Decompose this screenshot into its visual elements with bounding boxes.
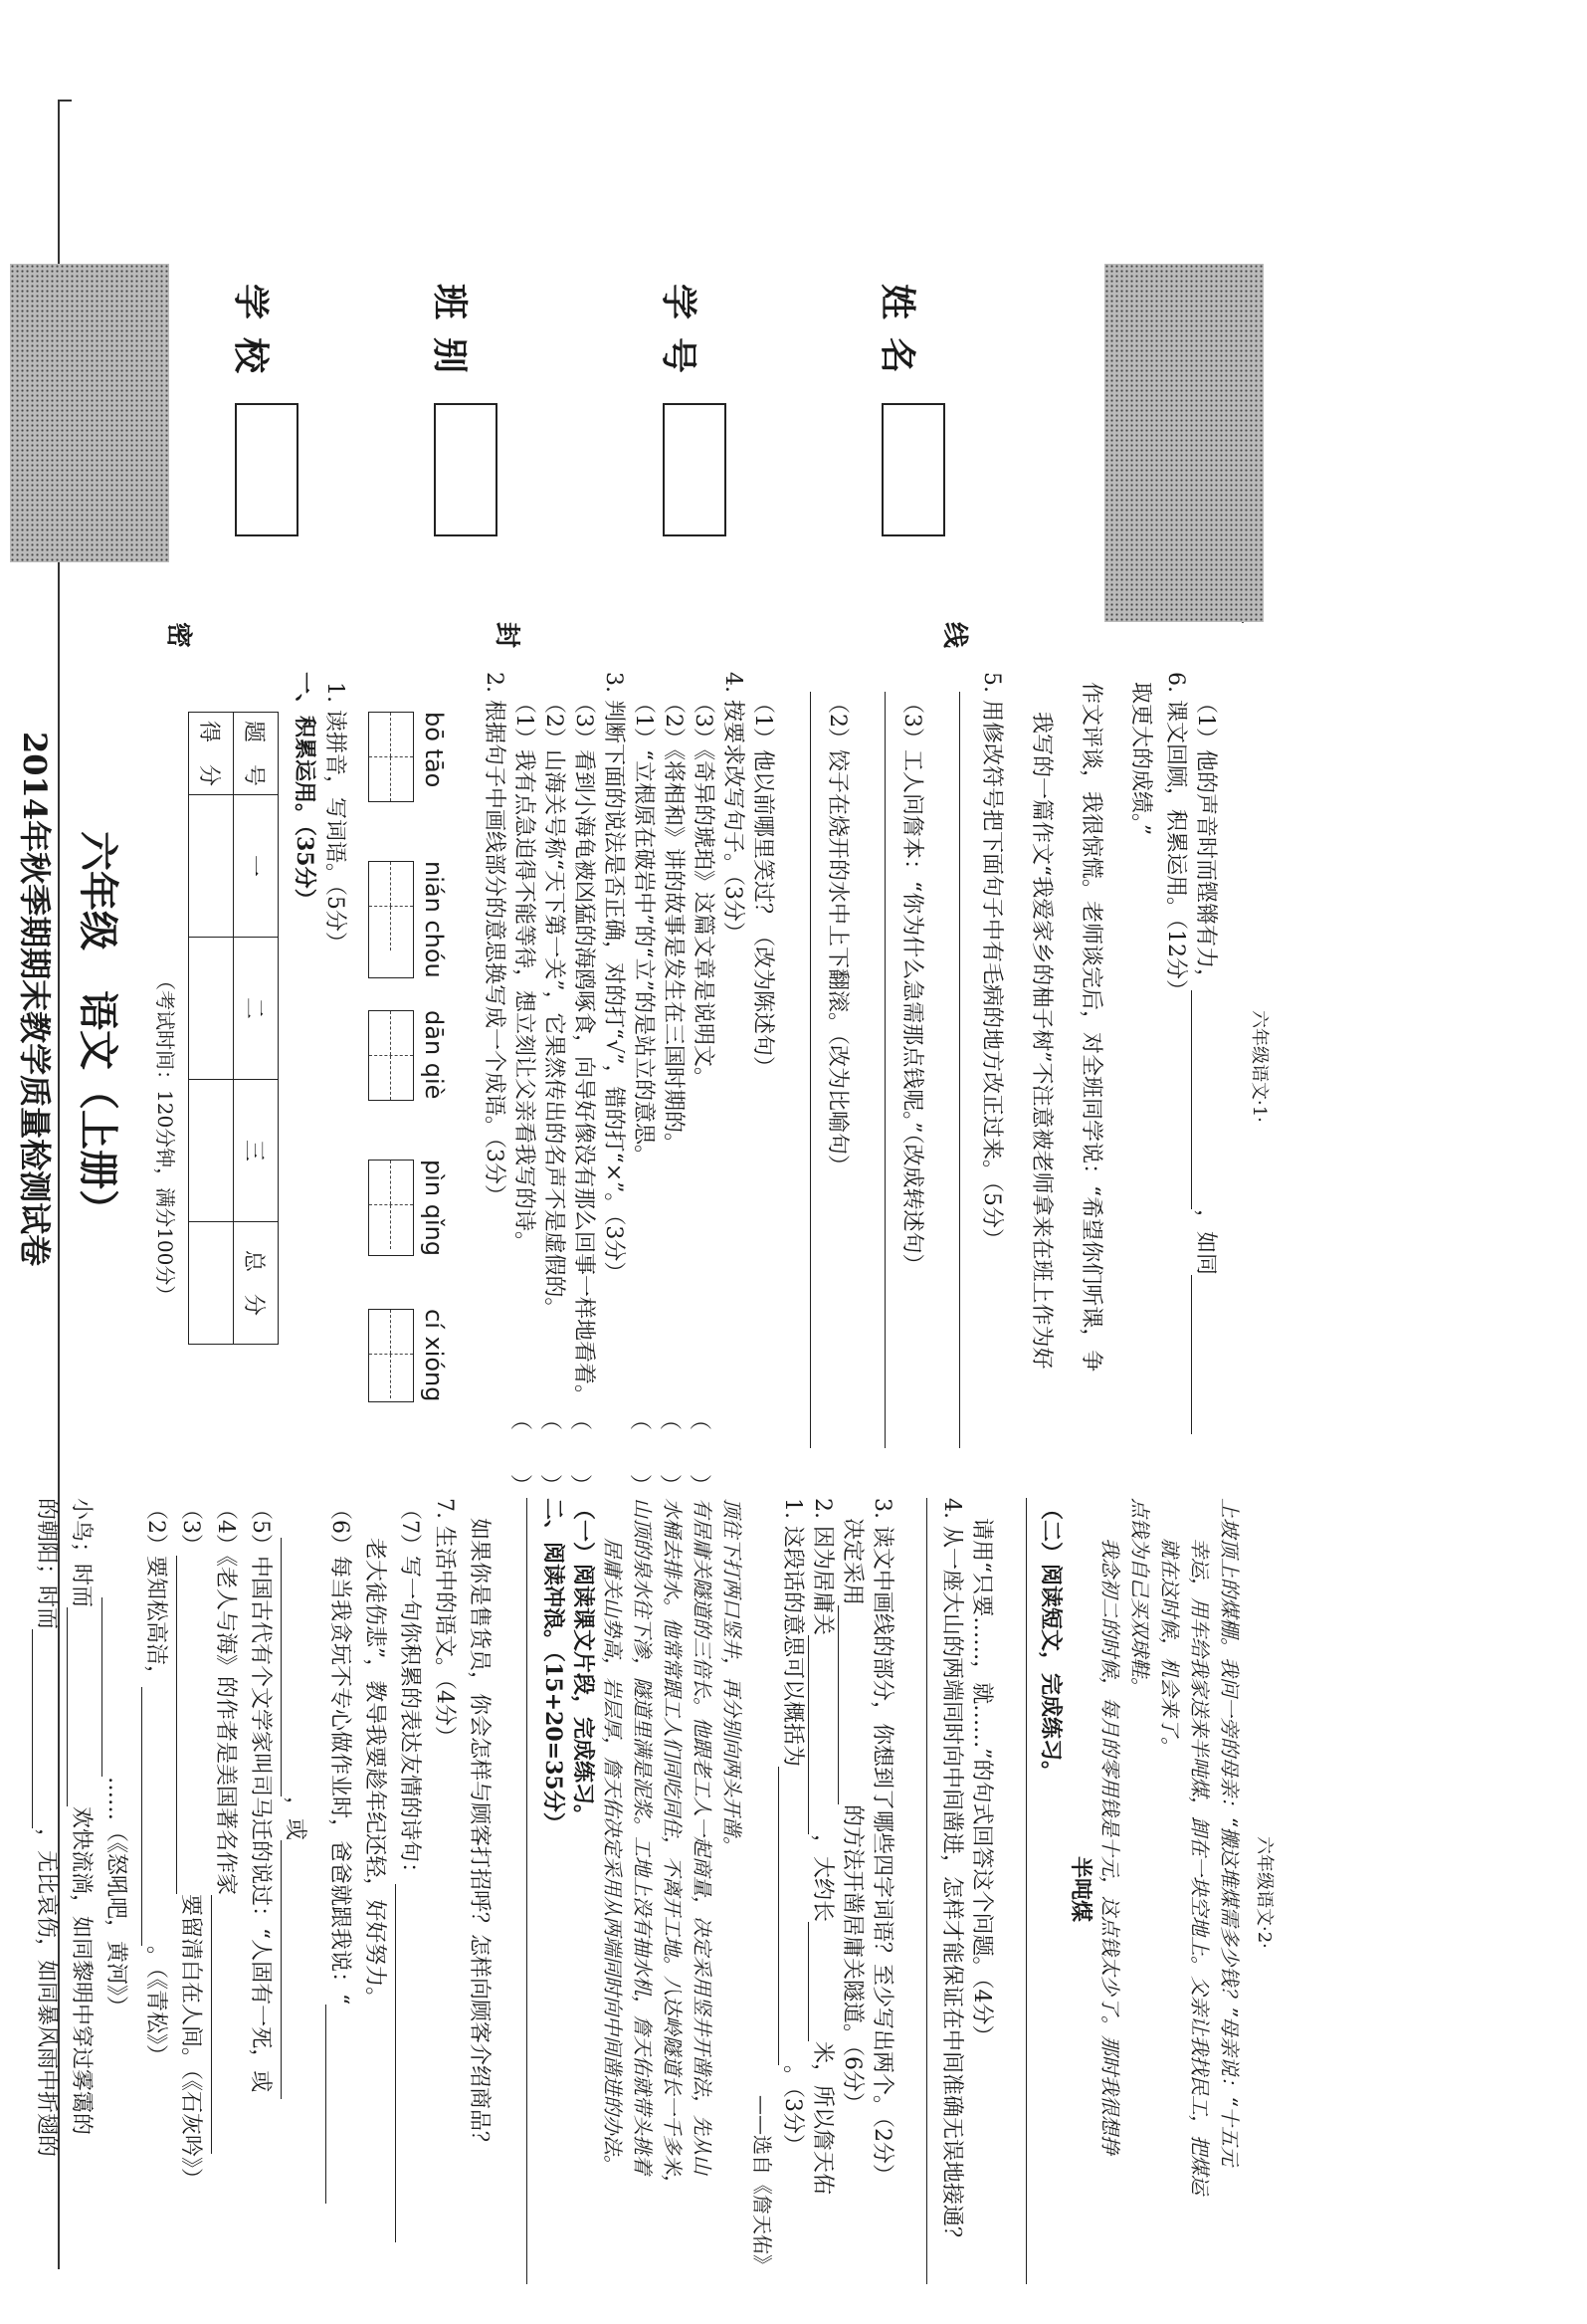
answer-paren[interactable]: （ ） xyxy=(687,1408,711,1497)
p2-line xyxy=(395,1498,423,2242)
score-cell[interactable] xyxy=(189,1222,234,1345)
p2-text: （3） xyxy=(178,1498,203,1556)
answer-blank[interactable] xyxy=(325,2005,348,2204)
p2-text: （4）《老人与海》的作者是美国著名作家 xyxy=(213,1498,238,1895)
story-line: 点钱为自己买双球鞋。 xyxy=(1128,1498,1152,1697)
p2-text: （7）写一句你积累的表达友情的诗句： xyxy=(397,1498,422,1884)
pinyin-group-3 xyxy=(368,1010,448,1101)
story-line: 我念初二的时候，每月的零用钱是十元，这点钱太少了。那时我很想挣 xyxy=(1098,1538,1122,2155)
school-label: 学校 xyxy=(230,284,272,392)
answer-line[interactable] xyxy=(1026,1498,1027,2284)
q6-1-text: （1）他的声音时而铿锵有力， xyxy=(1193,692,1218,990)
answer-blank[interactable] xyxy=(808,1635,831,1834)
q3-item: （1）“立根原在破岩中”的“立”的是站立的意思。 xyxy=(631,692,656,1166)
q5-text: 取更大的成绩。” xyxy=(1128,682,1153,836)
p2-text: ，或 xyxy=(283,1796,307,1841)
score-head: 一 xyxy=(234,795,279,938)
seal-feng: 封 xyxy=(492,622,521,649)
p2-text: 的朝阳；时而 xyxy=(34,1498,59,1630)
q4-item: （1）他以前哪里笑过？（改为陈述句） xyxy=(750,692,775,1078)
p2-line xyxy=(176,1498,204,2190)
r4-cont: 请用“只要……，就……”的句式回答这个问题。（4分） xyxy=(969,1518,994,2047)
passage-line: 居庸关山势高，岩层厚，詹天佑决定采用从两端同时向中间凿进的办法。 xyxy=(601,1538,625,2175)
p2-line xyxy=(101,1597,129,2017)
q7-heading: 7. 生活中的语文。（4分） xyxy=(432,1498,457,1748)
q6-1-text-b: ，如同 xyxy=(1193,1209,1218,1276)
r1-text: 1. 这段话的意思可以概括为 xyxy=(780,1498,805,1767)
section-1-heading: 一、积累运用。（35分） xyxy=(292,672,317,911)
p2-text: （2）要知松高洁， xyxy=(143,1498,168,1687)
answer-grid[interactable] xyxy=(368,1160,414,1256)
answer-blank[interactable] xyxy=(32,1629,55,1828)
r2-text: 决定采用 xyxy=(840,1518,865,1606)
q5-text: 作文评谈，我很惊慌。老师谈完后，对全班同学说：“希望你们听课，争 xyxy=(1079,682,1103,1373)
answer-line[interactable] xyxy=(810,692,811,1448)
page-2-footer: 六年级语文·2· xyxy=(1254,1836,1275,1949)
answer-paren[interactable]: （ ） xyxy=(627,1408,652,1497)
class-field[interactable] xyxy=(434,403,497,536)
score-table xyxy=(188,712,279,1345)
answer-paren[interactable]: （ ） xyxy=(537,1408,562,1497)
binding-strip xyxy=(0,244,1303,649)
story-line: 就在这时候，机会来了。 xyxy=(1158,1538,1182,1757)
q5-heading: 5. 用修改符号把下面句子中有毛病的地方改正过来。（5分） xyxy=(979,672,1004,1250)
answer-blank[interactable] xyxy=(141,1687,164,1946)
answer-grid[interactable] xyxy=(368,712,414,802)
answer-blank[interactable] xyxy=(67,1607,90,1806)
passage-source: ——选自《詹天佑》 xyxy=(750,2095,774,2274)
q4-heading: 4. 按要求改写句子。（3分） xyxy=(720,672,745,944)
answer-blank[interactable] xyxy=(808,1922,831,2041)
passage-line: 山顶的泉水往下渗，隧道里满是泥浆。工地上没有抽水机，詹天佑就带头挑着 xyxy=(631,1498,655,2175)
passage-line: 水桶去排水。他常常跟工人们同吃同住，不离开工地。八达岭隧道长一千多米， xyxy=(661,1498,685,2195)
answer-paren[interactable]: （ ） xyxy=(507,1408,532,1497)
exam-sheet xyxy=(0,244,1303,2324)
answer-grid[interactable] xyxy=(368,861,414,978)
r2-text: 的方法开凿居庸关隧道。（6分） xyxy=(840,1804,865,2115)
p2-text: （6）每当我贪玩不专心做作业时，爸爸就跟我说：“ xyxy=(327,1498,352,2006)
answer-blank[interactable] xyxy=(778,1767,801,2065)
pinyin-group-2 xyxy=(368,861,448,978)
answer-blank[interactable] xyxy=(838,1605,861,1804)
r4: 4. 从一座大山的两端同时向中间凿进，怎样才能保证在中间准确无误地接通？ xyxy=(939,1498,964,2248)
p2-text: 要留清白在人间。（《石灰吟》） xyxy=(178,1894,203,2191)
dotted-halftone-top xyxy=(1104,264,1264,622)
pinyin: nián chóu xyxy=(420,861,448,978)
section-2-heading: 二、阅读冲浪。（15+20=35分） xyxy=(540,1498,566,1834)
number-label: 学号 xyxy=(658,284,699,392)
scan-tick xyxy=(58,100,72,102)
class-label: 班别 xyxy=(429,284,471,392)
r2-text: ，大约长 xyxy=(810,1833,835,1922)
q1-heading: 1. 读拼音，写词语。（5分） xyxy=(322,682,347,953)
p2-text: 。（《青松》） xyxy=(143,1946,168,2067)
story-title: 半吨煤 xyxy=(1068,1856,1093,1923)
page-1 xyxy=(0,672,1303,1497)
pinyin: bō tāo xyxy=(420,712,448,788)
reading-1-heading: （一）阅读课文片段，完成练习。 xyxy=(570,1498,596,1827)
p2-line xyxy=(32,1498,60,2157)
answer-line[interactable] xyxy=(959,692,960,1448)
answer-line[interactable] xyxy=(526,1498,527,2284)
r2-text: 米，所以詹天佑 xyxy=(810,2041,835,2196)
page-2 xyxy=(0,1498,1303,2304)
story-line: 上坡顶上的煤棚。我问一旁的母亲：“搬这堆煤需多少钱？”母亲说：“十五元 xyxy=(1218,1498,1242,2167)
p2-line xyxy=(325,1498,353,2204)
pinyin: pìn qǐng xyxy=(420,1160,448,1257)
q2-item: （3）看到小海龟被凶猛的海鸥啄食，向导好像没有那么回事一样地看着。 xyxy=(571,692,596,1406)
answer-blank[interactable] xyxy=(211,1895,234,2154)
q6-1 xyxy=(1191,692,1219,1434)
q2-item: （1）我有点急迫得不能等待，想立刻让父亲看我写的诗。 xyxy=(511,692,536,1253)
q2-item: （2）山海关号称“天下第一关”，它果然传出的名声不是虚假的。 xyxy=(541,692,566,1320)
answer-paren[interactable]: （ ） xyxy=(657,1408,682,1497)
exam-info: （考试时间：120分钟，满分100分） xyxy=(153,970,177,1306)
q2-heading: 2. 根据句子中画线部分的意思换写成一个成语。（3分） xyxy=(482,672,506,1206)
number-field[interactable] xyxy=(663,403,726,536)
page-1-footer: 六年级语文·1· xyxy=(1249,1010,1270,1123)
score-cell[interactable] xyxy=(189,795,234,938)
answer-blank[interactable] xyxy=(281,1538,303,1796)
answer-blank[interactable] xyxy=(101,1597,124,1777)
score-head: 题 号 xyxy=(234,713,279,795)
r1-text-b: 。（3分） xyxy=(780,2064,805,2156)
name-field[interactable] xyxy=(882,403,945,536)
pinyin: cí xióng xyxy=(420,1309,448,1402)
seal-mi: 密 xyxy=(163,622,193,649)
q3-item: （2）《将相和》讲的故事是发生在三国时期的。 xyxy=(661,692,686,1155)
p2-line xyxy=(281,1538,308,2099)
answer-line[interactable] xyxy=(885,692,886,1448)
reading-2-heading: （二）阅读短文，完成练习。 xyxy=(1038,1498,1064,1784)
p2-line xyxy=(211,1498,239,2154)
score-head: 总 分 xyxy=(234,1222,279,1345)
p2-line xyxy=(67,1498,95,2135)
r2-text: 2. 因为居庸关 xyxy=(810,1498,835,1635)
score-cell[interactable] xyxy=(189,1080,234,1222)
passage-line: 有居庸关隧道的三倍长。他跟老工人一起商量，决定采用竖井开凿法，先从山 xyxy=(691,1498,714,2175)
q6-heading: 6. 课文回顾，积累运用。（12分） xyxy=(1163,672,1188,1001)
answer-blank[interactable] xyxy=(281,1840,303,2099)
p2-text: ……（《怒吼吧，黄河》） xyxy=(103,1777,128,2018)
score-head: 三 xyxy=(234,1080,279,1222)
answer-line[interactable] xyxy=(926,1498,927,2284)
p2-line: （5）中国古代有个文学家叫司马迁的说过：“人固有一死，或 xyxy=(248,1498,273,2093)
pinyin-group-4 xyxy=(368,1160,448,1256)
q7-prompt: 如果你是售货员，你会怎样与顾客打招呼？怎样向顾客介绍商品？ xyxy=(467,1518,492,2154)
q4-item: （2）饺子在烧开的水中上下翻滚。（改为比喻句） xyxy=(825,692,850,1176)
pinyin-group-1 xyxy=(368,712,448,802)
seal-xian: 线 xyxy=(939,622,969,649)
story-line: 幸运，用车给我家送来半吨煤，卸在一块空地上。父亲让我找民工，把煤运 xyxy=(1188,1538,1212,2195)
p2-text: 小鸟；时而 xyxy=(69,1498,94,1608)
seal-dash xyxy=(1242,622,1244,623)
pinyin: dān qiè xyxy=(420,1010,448,1100)
score-head: 二 xyxy=(234,938,279,1080)
answer-blank[interactable] xyxy=(176,1556,199,1894)
r1 xyxy=(778,1498,806,2156)
answer-blank[interactable] xyxy=(395,1884,418,2242)
answer-blank[interactable] xyxy=(1191,990,1214,1209)
p2-line xyxy=(141,1498,169,2066)
name-label: 姓名 xyxy=(877,284,918,392)
exam-subtitle: 六年级 语文（上册） xyxy=(75,831,121,1229)
r3: 3. 读文中画线的部分，你想到了哪些四字词语？至少写出两个。（2分） xyxy=(870,1498,894,2186)
score-cell[interactable] xyxy=(189,938,234,1080)
answer-grid[interactable] xyxy=(368,1010,414,1101)
answer-blank[interactable] xyxy=(1191,1275,1214,1434)
exam-title: 2014年秋季期期末教学质量检测试卷 xyxy=(16,732,54,1267)
score-row-label: 得 分 xyxy=(189,713,234,795)
p2-text: 欢快流淌，如同黎明中穿过雾霭的 xyxy=(69,1806,94,2136)
q5-text: 我写的一篇作文“我爱家乡的柚子树”不注意被老师拿来在班上作为好 xyxy=(1029,712,1054,1370)
q3-item: （3）《奇异的琥珀》这篇文章是说明文。 xyxy=(691,692,715,1089)
p2-text: ，无比哀伤，如同暴风雨中折翅的 xyxy=(34,1828,59,2158)
r2 xyxy=(808,1498,836,2195)
q4-item: （3）工人问詹本：“你为什么急需那点钱呢。”（改成转述句） xyxy=(899,692,924,1276)
answer-grid[interactable] xyxy=(368,1309,414,1402)
pinyin-group-5 xyxy=(368,1309,448,1402)
p2-line: 老大徒伤悲”，教导我要趁年纪还轻，好好努力。 xyxy=(362,1538,387,2009)
q3-heading: 3. 判断下面的说法是否正确，对的打“√”，错的打“×”。（3分） xyxy=(601,672,626,1284)
school-field[interactable] xyxy=(235,403,298,536)
dotted-halftone-bottom xyxy=(10,264,169,562)
answer-paren[interactable]: （ ） xyxy=(567,1408,592,1497)
passage-line: 顶往下打两口竖井，再分别向两头开凿。 xyxy=(720,1498,744,1856)
r2-cont xyxy=(838,1518,866,2114)
